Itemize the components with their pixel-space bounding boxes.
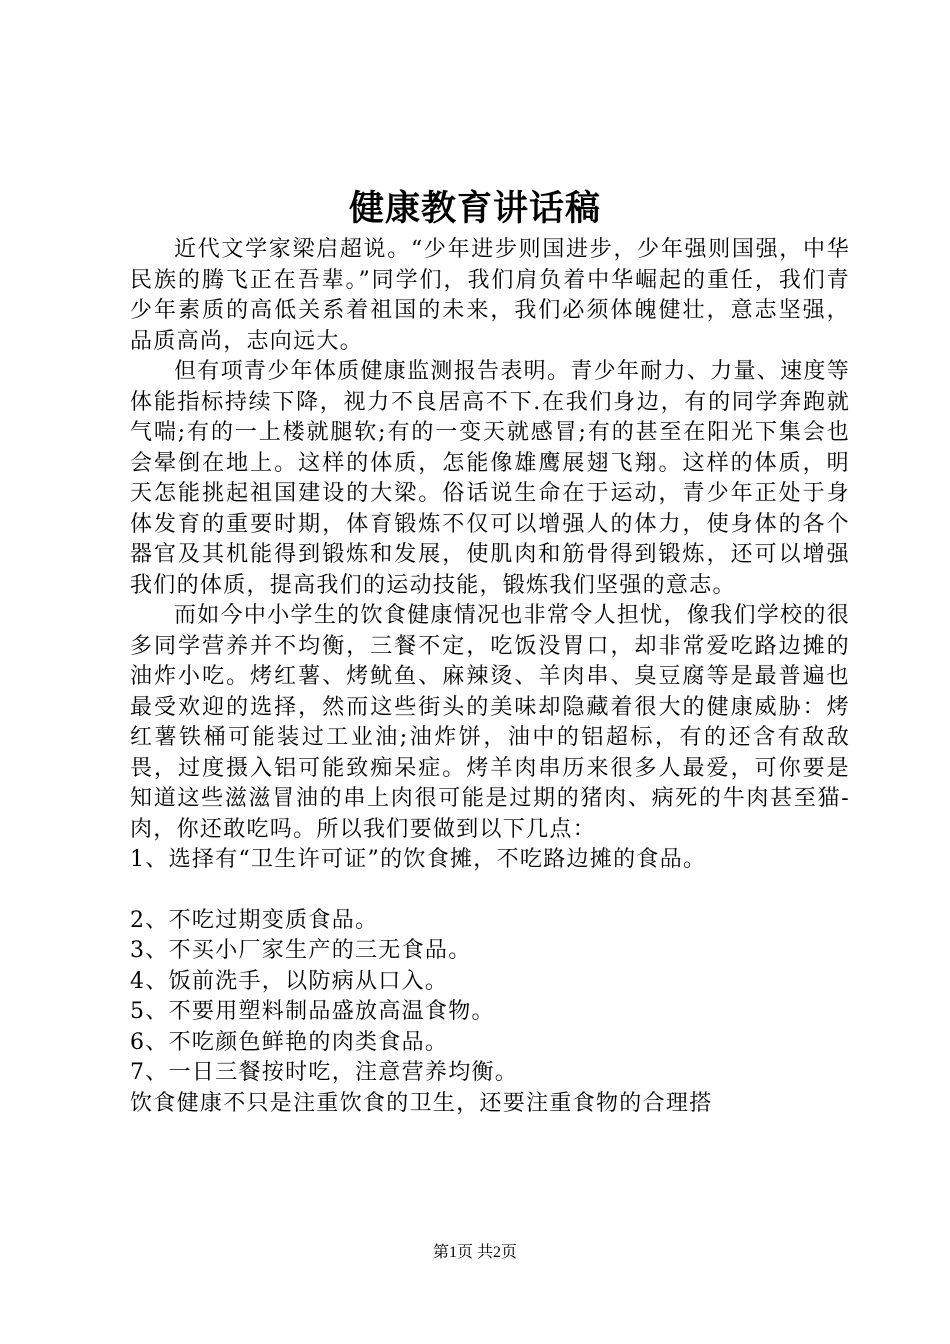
list-item-7: 7、一日三餐按时吃，注意营养均衡。 [130,1060,519,1085]
document-title: 健康教育讲话稿 [348,188,601,229]
list-item-5: 5、不要用塑料制品盛放高温食物。 [130,999,495,1024]
paragraph-3: 而如今中小学生的饮食健康情况也非常令人担忧，像我们学校的很多同学营养并不均衡，三餐不定，吃饭没胃口，却非常爱吃路边摊的油炸小吃。烤红薯、烤鱿鱼、麻辣烫、羊肉串、臭豆腐等是最普遍也最受欢迎的选择，然而这些街头的美味却隐藏着很大的健康威胁：烤红薯铁桶可能装过工业油;油炸饼，油中的铝超标，有的还含有敌敌畏，过度摄入铝可能致痴呆症。烤羊肉串历来很多人最爱，可你要是知道这些滋滋冒油的串上肉很可能是过期的猪肉、病死的牛肉甚至猫-肉，你还敢吃吗。所以我们要做到以下几点： [130,603,850,842]
list-item-6: 6、不吃颜色鲜艳的肉类食品。 [130,1029,449,1055]
closing-paragraph: 饮食健康不只是注重饮食的卫生，还要注重食物的合理搭 [130,1090,713,1116]
list-item-3: 3、不买小厂家生产的三无食品。 [130,938,472,963]
page-footer: 第1页 共2页 [432,1244,517,1261]
document-body [130,235,850,1119]
list-item-4: 4、饭前洗手，以防病从口入。 [130,968,449,994]
paragraph-1: 近代文学家梁启超说。“少年进步则国进步，少年强则国强，中华民族的腾飞正在吾辈。”同学们，我们肩负着中华崛起的重任，我们青少年素质的高低关系着祖国的未来，我们必须体魄健壮，意志坚强，品质高尚，志向远大。 [130,237,850,354]
list-item-1: 1、选择有“卫生许可证”的饮食摊，不吃路边摊的食品。 [130,847,707,872]
list-item-2: 2、不吃过期变质食品。 [130,907,379,933]
paragraph-2: 但有项青少年体质健康监测报告表明。青少年耐力、力量、速度等体能指标持续下降，视力不良居高不下.在我们身边，有的同学奔跑就气喘;有的一上楼就腿软;有的一变天就感冒;有的甚至在阳光下集会也会晕倒在地上。这样的体质，怎能像雄鹰展翅飞翔。这样的体质，明天怎能挑起祖国建设的大梁。俗话说生命在于运动，青少年正处于身体发育的重要时期，体育锻炼不仅可以增强人的体力，使身体的各个器官及其机能得到锻炼和发展，使肌肉和筋骨得到锻炼，还可以增强我们的体质，提高我们的运动技能，锻炼我们坚强的意志。 [130,359,850,598]
